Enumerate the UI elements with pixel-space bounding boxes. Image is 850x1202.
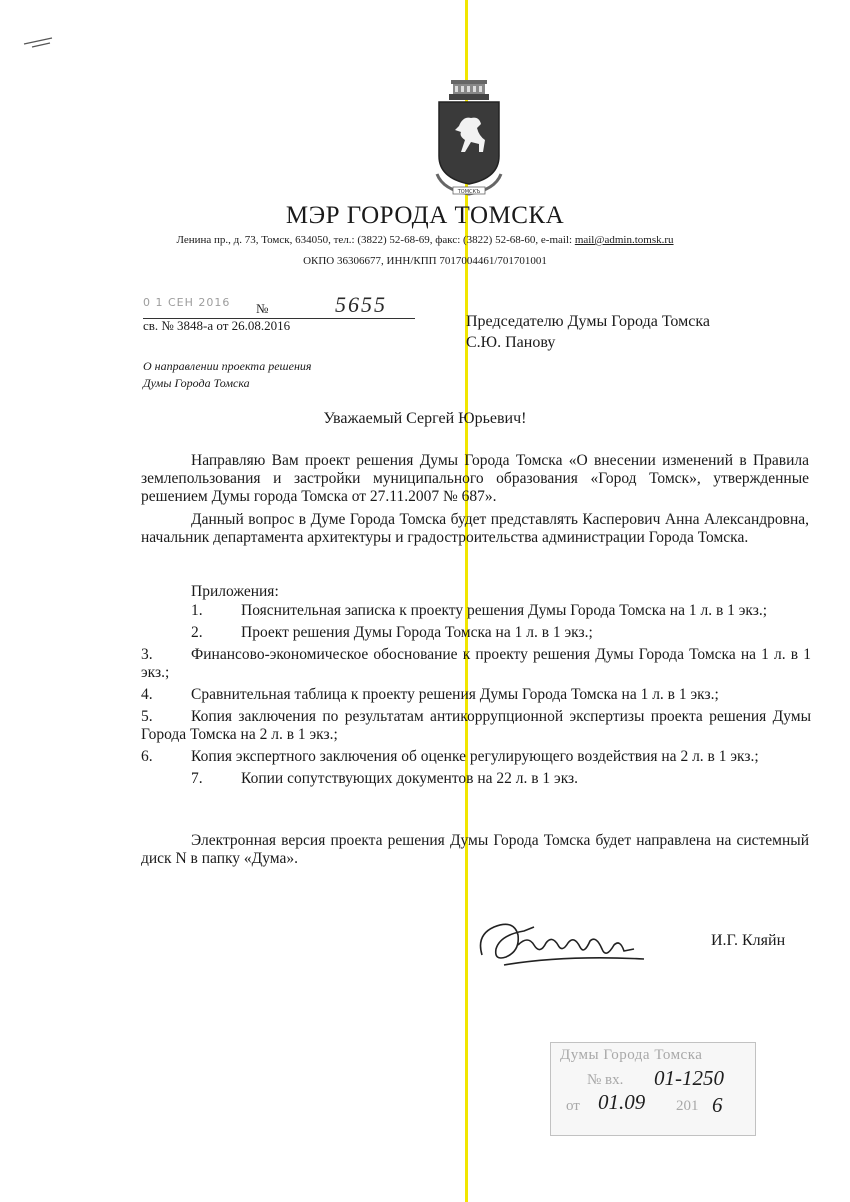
attachment-item: 1. Пояснительная записка к проекту решения Думы Города Томска на 1 л. в 1 экз.; — [191, 602, 768, 619]
attachment-item: 3. Финансово-экономическое обоснование к проекту решения Думы Города Томска на 1 л. в 1 экз.; — [141, 646, 811, 681]
stamp-date: 01.09 — [598, 1090, 646, 1114]
registration-codes: ОКПО 36306677, ИНН/КПП 7017004461/701701001 — [303, 255, 547, 267]
attachments-heading: Приложения: — [191, 583, 279, 600]
attachment-item: 2. Проект решения Думы Города Томска на 1 л. в 1 экз.; — [191, 624, 593, 641]
stamp-incoming-label: № вх. — [587, 1072, 624, 1088]
attachments-list — [141, 602, 811, 792]
attachment-item: 4. Сравнительная таблица к проекту решения Думы Города Томска на 1 л. в 1 экз.; — [141, 686, 719, 703]
stamp-year-digit: 6 — [712, 1093, 723, 1117]
svg-text:ТОМСКЪ: ТОМСКЪ — [457, 189, 481, 195]
paragraph-1: Направляю Вам проект решения Думы Города Томска «О внесении изменений в Правила землепользования и застройки муниципального образования «Город Томск», утвержденные решением Думы города Томска от 27.11.2007 № 687». — [141, 452, 809, 505]
signer-name: И.Г. Кляйн — [711, 932, 786, 949]
addressee-name: С.Ю. Панову — [466, 334, 556, 351]
signature-icon — [474, 905, 674, 975]
stamp-organization: Думы Города Томска — [560, 1047, 703, 1063]
addressee-position: Председателю Думы Города Томска — [466, 313, 710, 330]
attachment-item: 6. Копия экспертного заключения об оценке регулирующего воздействия на 2 л. в 1 экз.; — [141, 748, 759, 765]
paragraph-2: Данный вопрос в Думе Города Томска будет представлять Касперович Анна Александровна, начальник департамента архитектуры и градостроительства администрации Города Томска. — [141, 511, 809, 546]
stamp-from-label: от — [566, 1098, 580, 1114]
subject-block — [143, 358, 311, 392]
subject-line-2: Думы Города Томска — [143, 376, 250, 390]
subject-line-1: О направлении проекта решения — [143, 359, 312, 373]
greeting: Уважаемый Сергей Юрьевич! — [323, 410, 527, 427]
stamp-incoming-number: 01-1250 — [654, 1066, 724, 1090]
paragraph-3: Электронная версия проекта решения Думы Города Томска будет направлена на системный диск N в папку «Дума». — [141, 832, 809, 867]
addressee-block — [466, 311, 710, 353]
letterhead-title: МЭР ГОРОДА ТОМСКА — [285, 202, 565, 229]
email-link[interactable]: mail@admin.tomsk.ru — [574, 234, 674, 246]
outgoing-number: 5655 — [335, 292, 387, 317]
letterhead-contacts — [0, 234, 850, 246]
contact-address-phones: Ленина пр., д. 73, Томск, 634050, тел.: (3822) 52-68-69, факс: (3822) 52-68-60, e-mail: — [176, 234, 575, 246]
attachment-item: 7. Копии сопутствующих документов на 22 л. в 1 экз. — [191, 770, 579, 787]
reference-line: св. № 3848-а от 26.08.2016 — [143, 318, 291, 333]
attachment-item: 5. Копия заключения по результатам антикоррупционной экспертизы проекта решения Думы Города Томска на 2 л. в 1 экз.; — [141, 708, 811, 743]
date-stamp: 0 1 СЕН 2016 — [143, 296, 231, 309]
number-label: № — [256, 301, 269, 316]
margin-mark-icon — [22, 30, 62, 50]
coat-of-arms-icon — [429, 78, 509, 202]
stamp-year: 201 — [676, 1098, 699, 1114]
